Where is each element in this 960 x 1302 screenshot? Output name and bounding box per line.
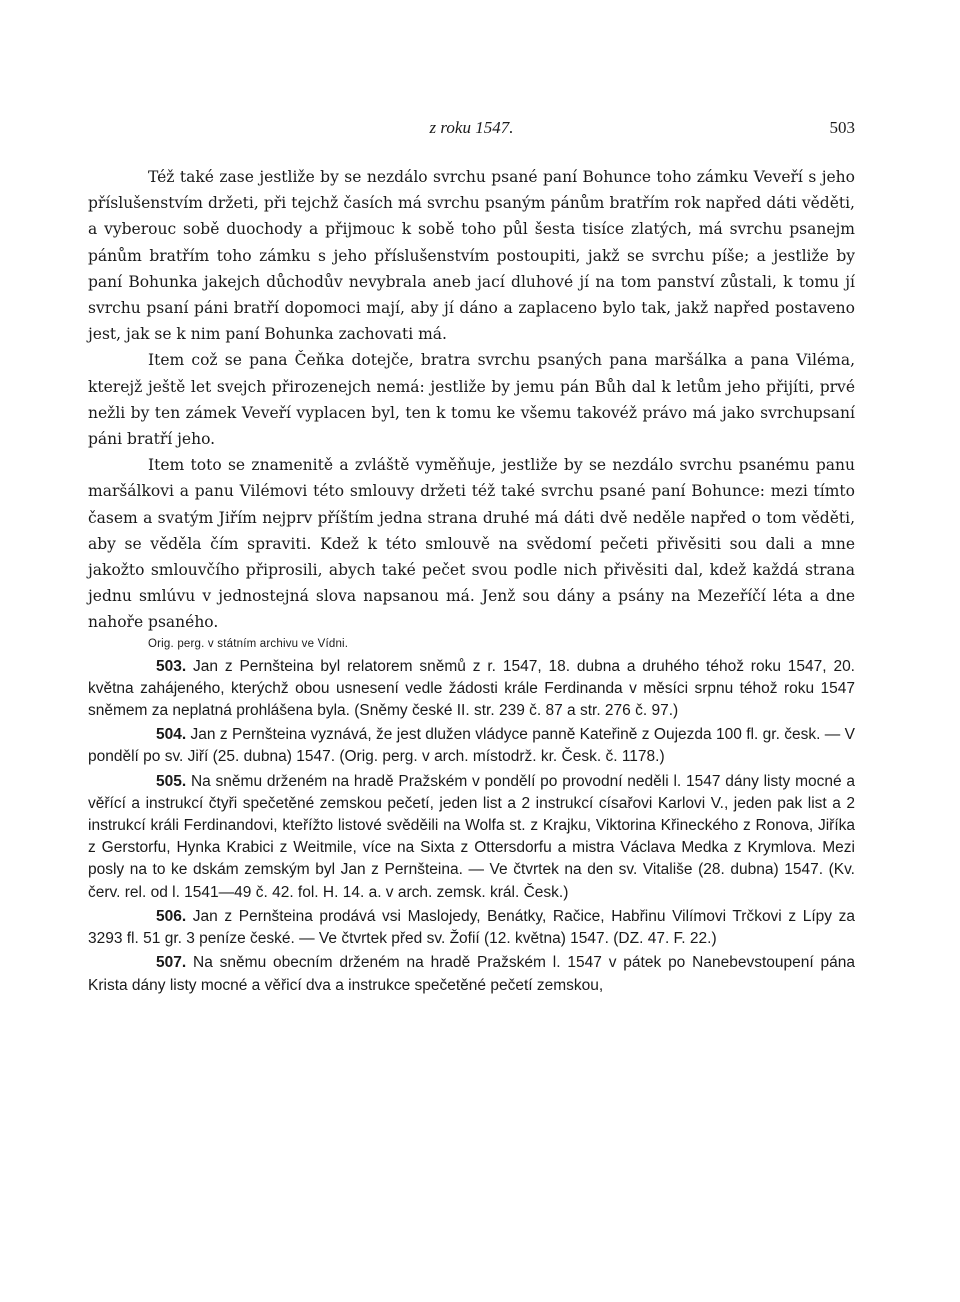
- regest-item: [88, 724, 855, 768]
- regest-number: 505.: [156, 772, 187, 790]
- regest-list: [88, 656, 855, 997]
- running-title: z roku 1547.: [429, 118, 514, 137]
- regest-item: [88, 906, 855, 950]
- charter-text: [88, 164, 855, 636]
- regest-number: 504.: [156, 726, 187, 744]
- regest-text: Na sněmu obecním drženém na hradě Pražském l. 1547 v pátek po Nanebevstoupení pána Krista dány listy mocné a věřicí dva a instrukce spečetěné pečetí zemskou,: [88, 954, 855, 994]
- page-number: 503: [829, 118, 855, 137]
- regest-text: Na sněmu drženém na hradě Pražském v pondělí po provodní neděli l. 1547 dány listy mocné a věřící a instrukcí čtyři spečetěné zemskou pečetí, jeden list a 2 instrukcí císařovi Karlovi V., jeden pak list a 2 instrukcí králi Ferdinandovi, kteřížto listové svěděili na Wolfa st. z Krajku, Viktorina Křineckého z Ronova, Jiříka z Gerstorfu, Hynka Krabici z Weitmile, více na Sixta z Ottersdorfu a mistra Václava Medka z Krymlova. Mezi posly na to ke dskám zemským byl Jan z Pernšteina. — Ve čtvrtek na den sv. Vitališe (28. dubna) 1547. (Kv. červ. rel. od l. 1541—49 č. 42. fol. H. 14. a. v arch. zemsk. král. Česk.): [88, 772, 855, 901]
- regest-number: 507.: [156, 954, 187, 972]
- regest-number: 506.: [156, 907, 187, 925]
- charter-paragraph: Též také zase jestliže by se nezdálo svrchu psané paní Bohunce toho zámku Veveří s jeho příslušenstvím držeti, při tejchž časích má svrchu psaným pánům bratřím rok napřed dáti věděti, a vyberouc sobě duochody a přijmouc k sobě toho půl šesta tisíce zlatých, má svrchu psanejm pánům bratřím toho zámku s jeho příslušenstvím postoupiti, jakž se svrchu píše; a jestliže by paní Bohunka jakejch důchodův nevybrala aneb jací dluhové jí na tom panství zůstali, k tomu jí svrchu psaní páni bratří dopomoci mají, aby jí dáno a zaplaceno bylo tak, jakž napřed postaveno jest, jak se k nim paní Bohunka zachovati má.: [88, 168, 855, 344]
- charter-paragraph: Item toto se znamenitě a zvláště vyměňuje, jestliže by se nezdálo svrchu psanému panu maršálkovi a panu Vilémovi této smlouvy držeti též také svrchu psané paní Bohunce: mezi tímto časem a svatým Jiřím nejprv příštím jedna strana druhé má dáti dvě neděle napřed o tom věděti, aby se věděla čím spraviti. Kdež k této smlouvě na svědomí pečeti přivěsiti sou dali a mne jakožto smlouvčího připrosili, abych také pečet svou podle nich přivěsiti dal, kdež každá strana jednu smlúvu v jednostejná slova napsanou má. Jenž sou dány a psány na Mezeříčí léta a dne nahoře psaného.: [88, 456, 855, 632]
- regest-text: Jan z Pernšteina byl relatorem sněmů z r. 1547, 18. dubna a druhého téhož roku 1547, 20. května zahájeného, kterýchž obou usnesení vedle žádosti krále Ferdinanda v měsíci srpnu téhož roku 1547 sněmem za neplatná prohlášena byla. (Sněmy české II. str. 239 č. 87 a str. 276 č. 97.): [88, 657, 855, 720]
- regest-item: [88, 952, 855, 996]
- source-note: Orig. perg. v státním archivu ve Vídni.: [148, 637, 349, 650]
- charter-paragraph: Item což se pana Čeňka dotejče, bratra svrchu psaných pana maršálka a pana Viléma, kterejž ještě let svejch přirozenejch nemá: jestliže by jemu pán Bůh dal k letům jeho přijíti, prvé nežli by ten zámek Veveří vyplacen byl, ten k tomu ke všemu takovéž právo má jako svrchupsaní páni bratří jeho.: [88, 351, 855, 449]
- regest-number: 503.: [156, 657, 187, 675]
- regest-item: [88, 656, 855, 723]
- document-page: [88, 118, 855, 999]
- page-header: [88, 118, 855, 144]
- regest-text: Jan z Pernšteina vyznává, že jest dlužen vládyce panně Kateřině z Oujezda 100 ﬂ. gr. česk. — V pondělí po sv. Jiří (25. dubna) 1547. (Orig. perg. v arch. místodrž. kr. Česk. č. 1178.): [88, 726, 855, 766]
- regest-item: [88, 771, 855, 904]
- regest-text: Jan z Pernšteina prodává vsi Maslojedy, Benátky, Račice, Habřinu Vilímovi Trčkovi z Lípy za 3293 ﬂ. 51 gr. 3 peníze české. — Ve čtvrtek před sv. Žofií (12. května) 1547. (DZ. 47. F. 22.): [88, 907, 855, 948]
